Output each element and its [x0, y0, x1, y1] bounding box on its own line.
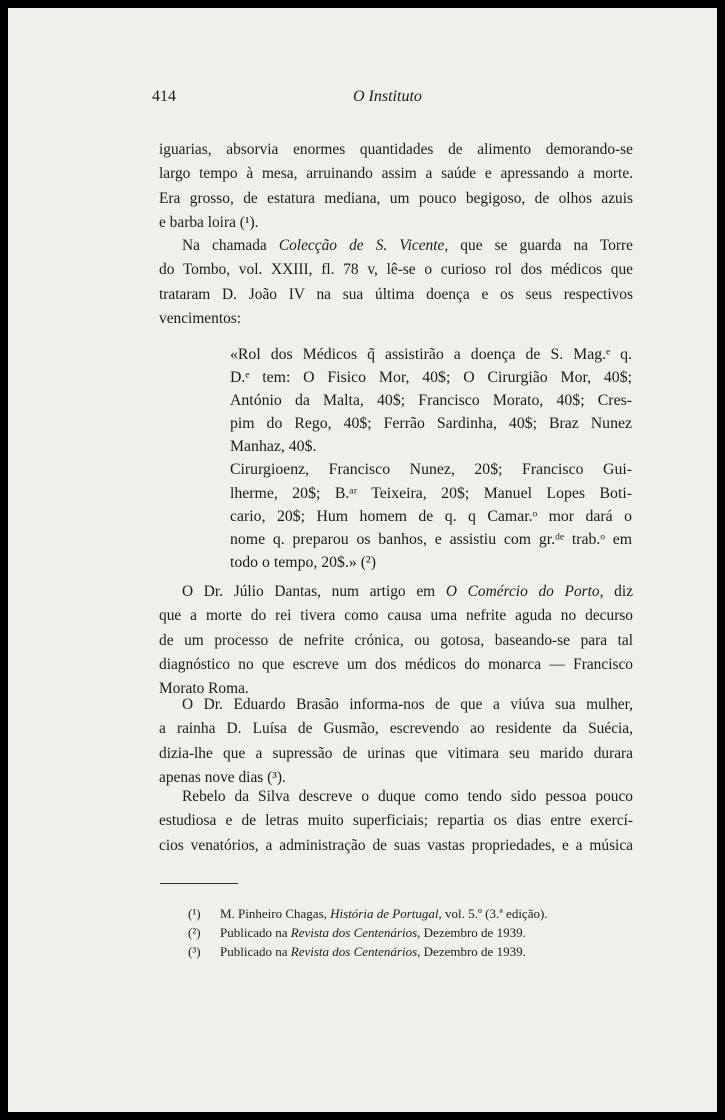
footnotes: [188, 904, 548, 961]
running-header: [8, 88, 717, 112]
paragraph-2: [159, 234, 633, 331]
quote-line: lherme, 20$; B.ᵃʳ Teixeira, 20$; Manuel Lopes Boti-: [230, 484, 632, 502]
footnote-text: , Dezembro de 1939.: [417, 944, 526, 959]
paragraph-3: [159, 580, 633, 701]
quote-line: todo o tempo, 20$.» (²): [230, 553, 377, 571]
footnote-mark: (¹): [188, 906, 201, 921]
text-line: iguarias, absorvia enormes quantidades de alimento demorando-se: [159, 141, 633, 158]
footnote-2: [188, 923, 548, 942]
para3-rest: diz: [614, 583, 633, 600]
footnote-title: História de Portugal: [330, 906, 439, 921]
text-line: do Tombo, vol. XXIII, fl. 78 v, lê-se o curioso rol dos médicos que: [159, 261, 633, 279]
text-line: de um processo de nefrite crónica, ou gotosa, baseando-se para tal: [159, 631, 633, 649]
text-line: Rebelo da Silva descreve o duque como tendo sido pessoa pouco: [182, 788, 633, 805]
text-line: vencimentos:: [159, 309, 242, 327]
footnote-3: [188, 942, 548, 961]
footnote-text: Publicado na: [220, 925, 291, 940]
para3-lead: O Dr. Júlio Dantas, num artigo em: [182, 583, 436, 600]
quote-line: «Rol dos Médicos q̃ assistirão a doença de S. Mag.ᵉ q.: [230, 346, 632, 363]
quote-line: pim do Rego, 40$; Ferrão Sardinha, 40$; Braz Nunez: [230, 415, 632, 433]
text-line: Era grosso, de estatura mediana, um pouco begigoso, de olhos azuis: [159, 189, 633, 207]
quote-line: Cirurgioenz, Francisco Nunez, 20$; Francisco Gui-: [230, 461, 632, 479]
footnote-mark: (²): [188, 925, 201, 940]
text-line: apenas nove dias (³).: [159, 768, 286, 786]
page-number: 414: [152, 88, 176, 105]
text-line: dizia-lhe que a supressão de urinas que vitimara seu marido durara: [159, 744, 633, 762]
text-line: [159, 234, 633, 258]
para3-title-italic: O Comércio do Porto,: [445, 583, 604, 600]
text-line: O Dr. Eduardo Brasão informa-nos de que a viúva sua mulher,: [182, 696, 633, 713]
para2-rest: que se guarda na Torre: [460, 237, 633, 254]
para2-title-italic: Colecção de S. Vicente,: [278, 237, 449, 254]
quote-line: nome q. preparou os banhos, e assistiu com gr.ᵈᵉ trab.ᵒ em: [230, 530, 632, 548]
footnote-title: Revista dos Centenários: [290, 925, 418, 940]
text-line: que a morte do rei tivera como causa uma nefrite aguda no decurso: [159, 607, 633, 625]
quotation: [230, 343, 632, 574]
paragraph-1: [159, 138, 633, 235]
text-line: e barba loira (¹).: [159, 213, 259, 231]
text-line: diagnóstico no que escreve um dos médicos do monarca — Francisco: [159, 655, 633, 673]
paragraph-4: [159, 693, 633, 790]
book-page: [8, 8, 717, 1112]
footnote-text: , vol. 5.º (3.ª edição).: [438, 906, 548, 921]
text-line: trataram D. João IV na sua última doença e os seus respectivos: [159, 285, 633, 303]
text-line: Morato Roma.: [159, 680, 249, 698]
text-line: estudiosa e de letras muito superficiais; repartia os dias entre exercí-: [159, 812, 633, 830]
quote-line: António da Malta, 40$; Francisco Morato, 40$; Cres-: [230, 392, 632, 410]
footnote-text: , Dezembro de 1939.: [417, 925, 526, 940]
footnote-mark: (³): [188, 944, 201, 959]
quote-line: Manhaz, 40$.: [230, 438, 317, 456]
footnote-title: Revista dos Centenários: [290, 944, 418, 959]
footnote-text: Publicado na: [220, 944, 291, 959]
para2-lead: Na chamada: [182, 237, 267, 254]
running-title: O Instituto: [353, 88, 422, 105]
footnote-separator: [160, 883, 238, 884]
text-line: cios venatórios, a administração de suas vastas propriedades, e a música: [159, 836, 633, 854]
text-line: [159, 580, 633, 604]
quote-line: cario, 20$; Hum homem de q. q Camar.ᵒ mor dará o: [230, 507, 632, 525]
footnote-text: M. Pinheiro Chagas,: [220, 906, 331, 921]
paragraph-5: [159, 785, 633, 858]
quote-line: D.ᵉ tem: O Fisico Mor, 40$; O Cirurgião Mor, 40$;: [230, 369, 632, 387]
footnote-1: [188, 904, 548, 923]
text-line: largo tempo à mesa, arruinando assim a saúde e apressando a morte.: [159, 165, 633, 183]
text-line: a rainha D. Luísa de Gusmão, escrevendo ao residente da Suécia,: [159, 720, 633, 738]
